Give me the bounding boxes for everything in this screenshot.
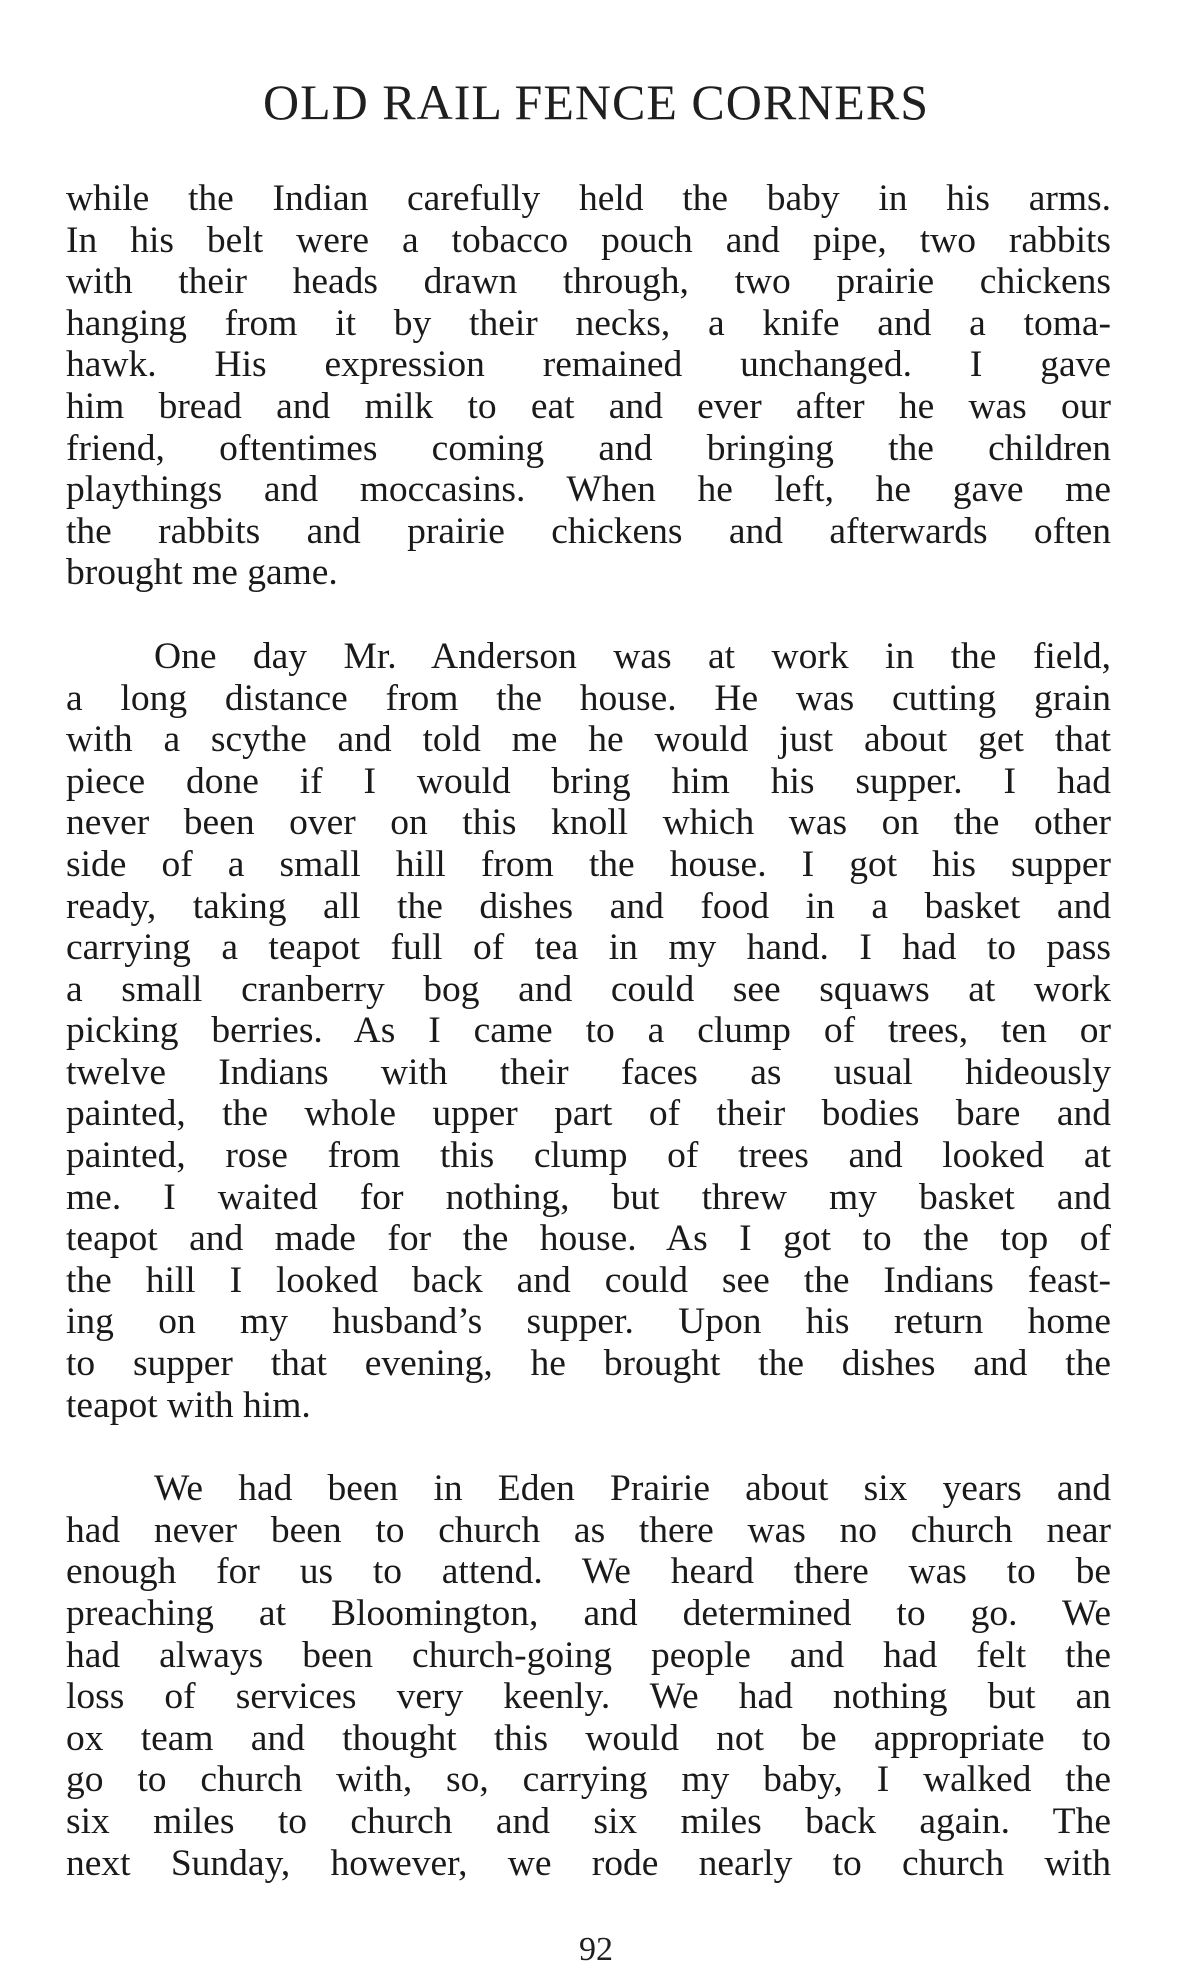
text-line: enough for us to attend. We heard there was to be xyxy=(66,1551,1111,1593)
text-line: ing on my husband’s supper. Upon his return home xyxy=(66,1301,1111,1343)
text-line: had never been to church as there was no church near xyxy=(66,1509,1111,1551)
text-line: teapot with him. xyxy=(66,1384,311,1426)
text-line: preaching at Bloomington, and determined to go. We xyxy=(66,1593,1111,1634)
text-line: picking berries. As I came to a clump of trees, ten or xyxy=(66,1010,1111,1052)
text-line: next Sunday, however, we rode nearly to church with xyxy=(66,1842,1111,1884)
text-line: me. I waited for nothing, but threw my basket and xyxy=(66,1176,1111,1218)
text-line: hawk. His expression remained unchanged. I gave xyxy=(66,344,1111,386)
text-line: hanging from it by their necks, a knife and a toma- xyxy=(66,302,1111,344)
text-line: We had been in Eden Prairie about six years and xyxy=(154,1468,1111,1510)
text-line: the rabbits and prairie chickens and afterwards often xyxy=(66,510,1111,552)
text-line: while the Indian carefully held the baby in his arms. xyxy=(66,178,1111,219)
page-number: 92 xyxy=(579,1931,613,1968)
text-line: loss of services very keenly. We had nothing but an xyxy=(66,1676,1111,1718)
text-line: six miles to church and six miles back again. The xyxy=(66,1800,1111,1842)
body-text xyxy=(66,178,1111,1884)
text-line: a long distance from the house. He was cutting grain xyxy=(66,677,1111,719)
text-line: playthings and moccasins. When he left, he gave me xyxy=(66,469,1111,511)
text-line: teapot and made for the house. As I got to the top of xyxy=(66,1218,1111,1260)
text-line: never been over on this knoll which was on the other xyxy=(66,802,1111,844)
text-line: with a scythe and told me he would just about get that xyxy=(66,719,1111,761)
text-line: go to church with, so, carrying my baby, I walked the xyxy=(66,1759,1111,1801)
running-title: OLD RAIL FENCE CORNERS xyxy=(262,74,930,130)
paragraph xyxy=(66,1468,1111,1884)
text-line: to supper that evening, he brought the dishes and the xyxy=(66,1343,1111,1385)
text-line: had always been church-going people and had felt the xyxy=(66,1634,1111,1676)
text-line: In his belt were a tobacco pouch and pipe, two rabbits xyxy=(66,219,1111,261)
text-line: him bread and milk to eat and ever after he was our xyxy=(66,385,1111,427)
paragraph xyxy=(66,178,1111,594)
text-line: a small cranberry bog and could see squaws at work xyxy=(66,968,1111,1010)
text-line: friend, oftentimes coming and bringing the children xyxy=(66,427,1111,469)
text-line: side of a small hill from the house. I got his supper xyxy=(66,843,1111,885)
text-line: ready, taking all the dishes and food in a basket and xyxy=(66,885,1111,927)
text-line: piece done if I would bring him his supper. I had xyxy=(66,760,1111,802)
text-line: painted, the whole upper part of their bodies bare and xyxy=(66,1093,1111,1135)
text-line: twelve Indians with their faces as usual hideously xyxy=(66,1051,1111,1093)
text-line: painted, rose from this clump of trees and looked at xyxy=(66,1135,1111,1177)
text-line: brought me game. xyxy=(66,552,338,594)
text-line: carrying a teapot full of tea in my hand. I had to pass xyxy=(66,927,1111,969)
text-line: ox team and thought this would not be appropriate to xyxy=(66,1717,1111,1759)
text-line: One day Mr. Anderson was at work in the field, xyxy=(154,635,1111,677)
text-line: the hill I looked back and could see the Indians feast- xyxy=(66,1259,1111,1301)
text-line: with their heads drawn through, two prairie chickens xyxy=(66,261,1111,303)
paragraph xyxy=(66,636,1111,1426)
